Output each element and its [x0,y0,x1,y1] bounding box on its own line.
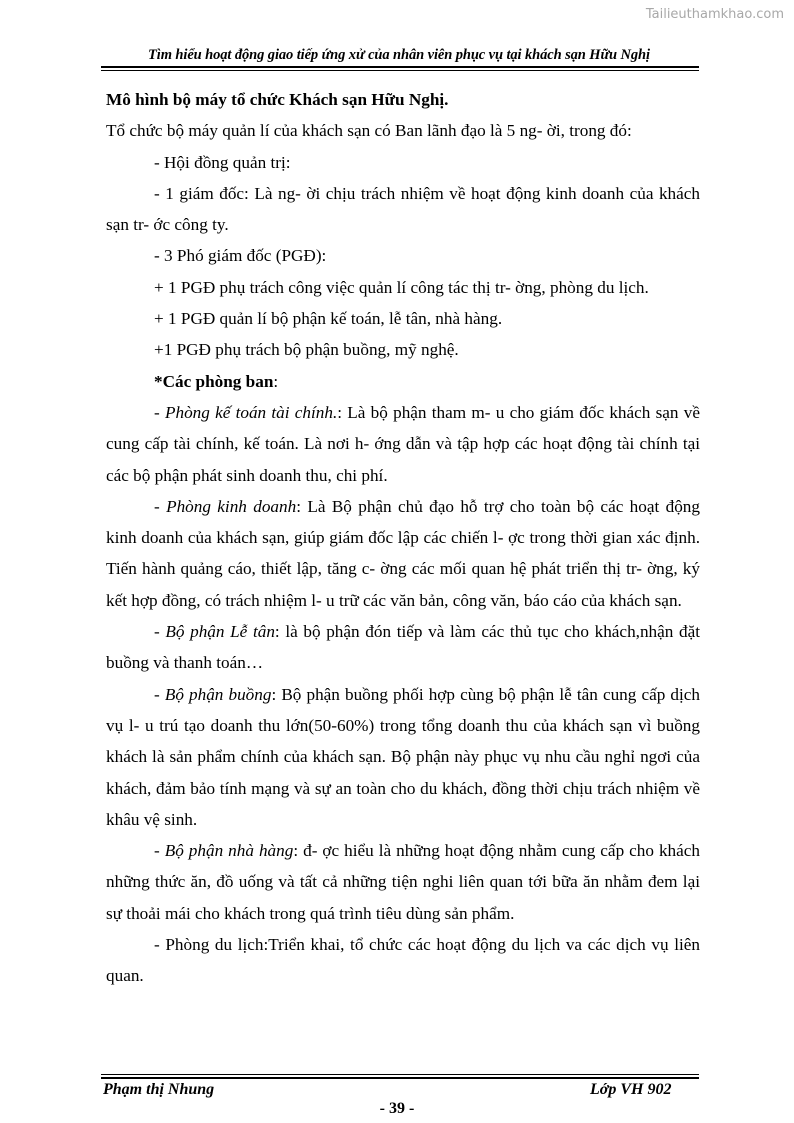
department-text: : là bộ phận đón tiếp và làm các thủ tục cho khách,nhận đặt buồng và thanh toán… [106,622,701,673]
department-name: - Phòng kinh doanh [154,496,297,516]
department-name: - Bộ phận nhà hàng [154,841,294,861]
department-paragraph [106,616,700,679]
document-body [106,84,700,992]
watermark: Tailieuthamkhao.com [645,7,784,22]
footer-rule-thin [101,1074,699,1075]
department-paragraph [106,397,700,491]
department-name: - Bộ phận buồng [154,684,272,704]
leadership-item: +1 PGĐ phụ trách bộ phận buồng, mỹ nghệ. [154,340,459,360]
department-text: : Bộ phận buồng phối hợp cùng bộ phận lễ tân cung cấp dịch vụ l- u trú tạo doanh thu lớn(50-60%) trong tổng doanh thu của khách sạn vì buồng khách là sản phẩm chính của khách sạn. Bộ phận này phục vụ nhu cầu nghỉ ngơi của khách, đảm bảo tính mạng và sự an toàn cho du khách, đồng thời chịu trách nhiệm về khâu vệ sinh. [106,684,700,829]
department-text: : Là bộ phận tham m- u cho giám đốc khách sạn về cung cấp tài chính, kế toán. Là nơi h- ớng dẫn và tập hợp các hoạt động tài chính tại các bộ phận phát sinh doanh thu, chi phí. [106,402,700,485]
running-header: Tìm hiểu hoạt động giao tiếp ứng xử của nhân viên phục vụ tại khách sạn Hữu Nghị [148,47,650,63]
header-rule-thin [101,70,699,71]
leadership-item: + 1 PGĐ quản lí bộ phận kế toán, lễ tân, nhà hàng. [154,309,503,329]
footer-author: Phạm thị Nhung [103,1081,215,1098]
header-rule-thick [101,66,699,68]
section-heading: Mô hình bộ máy tổ chức Khách sạn Hữu Nghị. [106,90,449,109]
footer-rule-thick [101,1077,699,1079]
department-name: - Phòng kế toán tài chính. [154,402,338,422]
departments-heading [106,366,700,397]
departments-heading-label: *Các phòng ban [154,371,274,391]
leadership-item: + 1 PGĐ phụ trách công việc quản lí công tác thị tr- ờng, phòng du lịch. [154,277,649,297]
page-number: - 39 - [379,1100,415,1117]
department-text: : đ- ợc hiểu là những hoạt động nhằm cung cấp cho khách những thức ăn, đồ uống và tất cả những tiện nghi liên quan tới bữa ăn nhằm đem lại sự thoải mái cho khách trong quá trình tiêu dùng sản phẩm. [106,841,700,923]
department-paragraph [106,835,700,929]
leadership-item: - 1 giám đốc: Là ng- ời chịu trách nhiệm về hoạt động kinh doanh của khách sạn tr- ớc công ty. [106,183,700,235]
footer-class: Lớp VH 902 [590,1081,672,1098]
department-name: - Bộ phận Lễ tân [154,622,275,642]
departments-heading-colon: : [273,371,279,391]
department-text: : Là Bộ phận chủ đạo hỗ trợ cho toàn bộ các hoạt động kinh doanh của khách sạn, giúp giám đốc lập các chiến l- ợc trong thời gian xác định. Tiến hành quảng cáo, thiết lập, tăng c- ờng các mối quan hệ phát triển thị tr- ờng, ký kết hợp đồng, có trách nhiệm l- u trữ các văn bản, công văn, báo cáo của khách sạn. [106,496,700,610]
intro-paragraph: Tổ chức bộ máy quản lí của khách sạn có Ban lãnh đạo là 5 ng- ời, trong đó: [106,121,632,141]
department-paragraph [106,679,700,835]
leadership-item: - 3 Phó giám đốc (PGĐ): [154,246,327,266]
tourism-department-paragraph: - Phòng du lịch:Triển khai, tổ chức các hoạt động du lịch va các dịch vụ liên quan. [106,935,700,986]
department-paragraph [106,491,700,616]
leadership-item: - Hội đồng quản trị: [154,152,291,172]
